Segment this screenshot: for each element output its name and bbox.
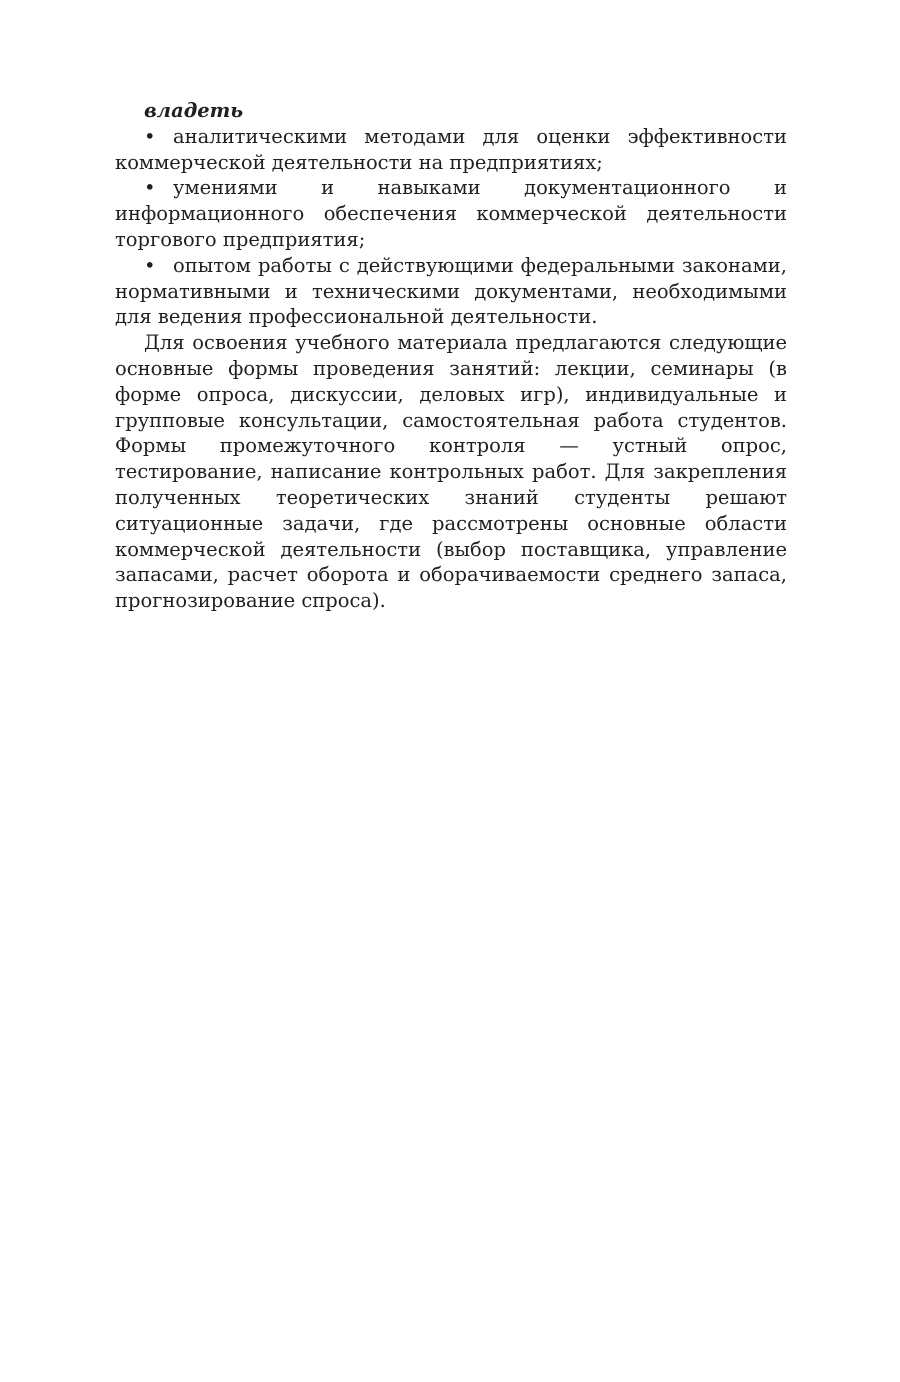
bullet-icon: •	[144, 253, 156, 277]
page-content	[115, 98, 787, 614]
list-item	[115, 175, 787, 252]
list-item	[115, 253, 787, 330]
list-item-text: опытом работы с действующими федеральными законами, нормативными и техническими документами, необходимыми для ведения профессиональной деятельности.	[115, 253, 787, 329]
bullet-icon: •	[144, 124, 156, 148]
bullet-list	[115, 124, 787, 330]
list-item-text: аналитическими методами для оценки эффективности коммерческой деятельности на предприятиях;	[115, 124, 787, 174]
section-heading: владеть	[144, 99, 244, 122]
body-paragraph: Для освоения учебного материала предлагаются следующие основные формы проведения занятий: лекции, семинары (в форме опроса, дискуссии, деловых игр), индивидуальные и групповые консультации, самостоятельная работа студентов. Формы промежуточного контроля — устный опрос, тестирование, написание контрольных работ. Для закрепления полученных теоретических знаний студенты решают ситуационные задачи, где рассмотрены основные области коммерческой деятельности (выбор поставщика, управление запасами, расчет оборота и оборачиваемости среднего запаса, прогнозирование спроса).	[115, 331, 787, 613]
list-item-text: умениями и навыками документационного и информационного обеспечения коммерческой деятельности торгового предприятия;	[115, 176, 787, 251]
list-item	[115, 124, 787, 176]
bullet-icon: •	[144, 176, 156, 200]
